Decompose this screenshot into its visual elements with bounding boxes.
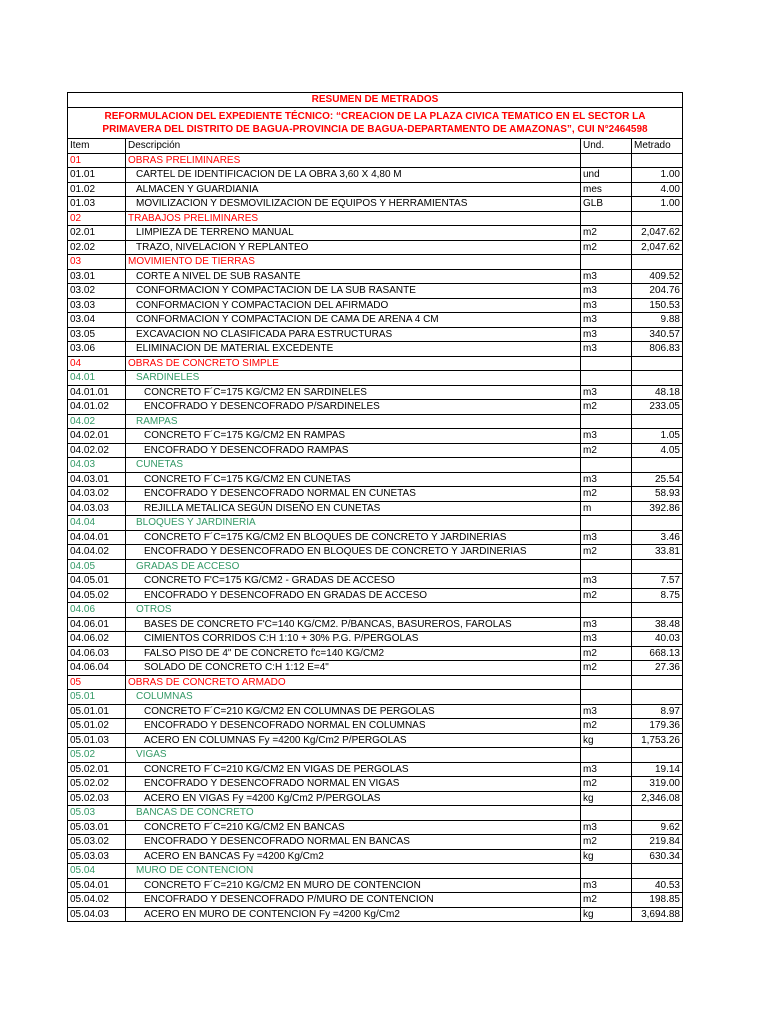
- cell-item: 02: [68, 211, 126, 226]
- table-row: [68, 574, 683, 589]
- section-row: [68, 356, 683, 371]
- cell-description: ENCOFRADO Y DESENCOFRADO P/SARDINELES: [126, 400, 581, 415]
- cell-item: 01: [68, 153, 126, 168]
- cell-item: 03: [68, 255, 126, 270]
- cell-item: 05.04.03: [68, 907, 126, 922]
- cell-unit: m3: [581, 530, 632, 545]
- cell-unit: m3: [581, 820, 632, 835]
- cell-description: OBRAS DE CONCRETO ARMADO: [126, 675, 581, 690]
- cell-item: 04.01.01: [68, 385, 126, 400]
- cell-item: 04.06.04: [68, 661, 126, 676]
- cell-unit: m2: [581, 545, 632, 560]
- table-row: [68, 545, 683, 560]
- cell-item: 05.02.01: [68, 762, 126, 777]
- cell-metrado: 9.88: [632, 313, 683, 328]
- cell-item: 04.04.02: [68, 545, 126, 560]
- cell-description: ALMACEN Y GUARDIANIA: [126, 182, 581, 197]
- table-row: [68, 893, 683, 908]
- document-subtitle: REFORMULACION DEL EXPEDIENTE TÉCNICO: “CREACION DE LA PLAZA CIVICA TEMATICO EN EL SECTOR LA PRIMAVERA DEL DISTRITO DE BAGUA-PROVINCIA DE BAGUA-DEPARTAMENTO DE AMAZONAS”, CUI N°2464598: [68, 108, 683, 139]
- cell-metrado: 340.57: [632, 327, 683, 342]
- cell-description: TRABAJOS PRELIMINARES: [126, 211, 581, 226]
- cell-item: 04.06.02: [68, 632, 126, 647]
- cell-unit: m3: [581, 327, 632, 342]
- cell-unit: m3: [581, 429, 632, 444]
- cell-description: ACERO EN MURO DE CONTENCION Fy =4200 Kg/Cm2: [126, 907, 581, 922]
- cell-unit: [581, 211, 632, 226]
- cell-metrado: 392.86: [632, 501, 683, 516]
- cell-description: CONCRETO F´C=175 KG/CM2 EN RAMPAS: [126, 429, 581, 444]
- table-row: [68, 240, 683, 255]
- table-row: [68, 168, 683, 183]
- cell-item: 05.03.01: [68, 820, 126, 835]
- cell-metrado: 1.05: [632, 429, 683, 444]
- cell-item: 03.02: [68, 284, 126, 299]
- table-row: [68, 487, 683, 502]
- cell-item: 04.06.03: [68, 646, 126, 661]
- cell-description: ELIMINACION DE MATERIAL EXCEDENTE: [126, 342, 581, 357]
- table-row: [68, 298, 683, 313]
- cell-description: ENCOFRADO Y DESENCOFRADO P/MURO DE CONTENCION: [126, 893, 581, 908]
- table-row: [68, 835, 683, 850]
- cell-unit: [581, 806, 632, 821]
- cell-unit: m3: [581, 472, 632, 487]
- cell-metrado: 204.76: [632, 284, 683, 299]
- cell-item: 05.01.03: [68, 733, 126, 748]
- cell-item: 04.04.01: [68, 530, 126, 545]
- table-row: [68, 443, 683, 458]
- cell-unit: m3: [581, 284, 632, 299]
- cell-description: CONCRETO F´C=210 KG/CM2 EN BANCAS: [126, 820, 581, 835]
- subsection-row: [68, 748, 683, 763]
- cell-metrado: 2,047.62: [632, 226, 683, 241]
- table-row: [68, 617, 683, 632]
- cell-unit: m2: [581, 777, 632, 792]
- cell-item: 05.02: [68, 748, 126, 763]
- cell-unit: m2: [581, 719, 632, 734]
- cell-description: CIMIENTOS CORRIDOS C:H 1:10 + 30% P.G. P/PERGOLAS: [126, 632, 581, 647]
- subsection-row: [68, 516, 683, 531]
- cell-item: 03.05: [68, 327, 126, 342]
- cell-unit: m2: [581, 588, 632, 603]
- document-page: [67, 92, 682, 922]
- cell-metrado: 2,346.08: [632, 791, 683, 806]
- cell-unit: m2: [581, 487, 632, 502]
- cell-metrado: [632, 414, 683, 429]
- cell-metrado: 233.05: [632, 400, 683, 415]
- cell-metrado: 1,753.26: [632, 733, 683, 748]
- cell-unit: m: [581, 501, 632, 516]
- cell-item: 05.04.01: [68, 878, 126, 893]
- table-row: [68, 791, 683, 806]
- table-row: [68, 501, 683, 516]
- cell-item: 04.05.02: [68, 588, 126, 603]
- cell-description: CONFORMACION Y COMPACTACION DEL AFIRMADO: [126, 298, 581, 313]
- cell-description: MOVIMIENTO DE TIERRAS: [126, 255, 581, 270]
- cell-item: 05.04: [68, 864, 126, 879]
- header-item: Item: [68, 139, 126, 154]
- subsection-row: [68, 864, 683, 879]
- cell-description: FALSO PISO DE 4" DE CONCRETO f'c=140 KG/CM2: [126, 646, 581, 661]
- table-row: [68, 878, 683, 893]
- cell-unit: m2: [581, 835, 632, 850]
- cell-metrado: 4.00: [632, 182, 683, 197]
- cell-item: 04.06: [68, 603, 126, 618]
- table-row: [68, 269, 683, 284]
- table-row: [68, 762, 683, 777]
- cell-item: 05.01: [68, 690, 126, 705]
- cell-description: SARDINELES: [126, 371, 581, 386]
- cell-unit: [581, 414, 632, 429]
- cell-unit: m3: [581, 632, 632, 647]
- cell-unit: mes: [581, 182, 632, 197]
- cell-metrado: 38.48: [632, 617, 683, 632]
- table-row: [68, 313, 683, 328]
- cell-metrado: [632, 211, 683, 226]
- cell-unit: m3: [581, 574, 632, 589]
- cell-unit: [581, 864, 632, 879]
- cell-unit: m3: [581, 298, 632, 313]
- cell-item: 03.06: [68, 342, 126, 357]
- cell-unit: [581, 516, 632, 531]
- cell-item: 04.03.03: [68, 501, 126, 516]
- cell-item: 04.01.02: [68, 400, 126, 415]
- cell-metrado: 179.36: [632, 719, 683, 734]
- cell-description: BANCAS DE CONCRETO: [126, 806, 581, 821]
- cell-item: 04.03.02: [68, 487, 126, 502]
- cell-description: OBRAS PRELIMINARES: [126, 153, 581, 168]
- cell-description: ACERO EN VIGAS Fy =4200 Kg/Cm2 P/PERGOLAS: [126, 791, 581, 806]
- cell-metrado: 33.81: [632, 545, 683, 560]
- subsection-row: [68, 806, 683, 821]
- cell-item: 04.04: [68, 516, 126, 531]
- title-row: [68, 93, 683, 108]
- cell-description: ENCOFRADO Y DESENCOFRADO NORMAL EN VIGAS: [126, 777, 581, 792]
- cell-metrado: 3,694.88: [632, 907, 683, 922]
- cell-description: MURO DE CONTENCION: [126, 864, 581, 879]
- cell-description: CONCRETO F'C=175 KG/CM2 - GRADAS DE ACCESO: [126, 574, 581, 589]
- cell-description: BLOQUES Y JARDINERIA: [126, 516, 581, 531]
- cell-description: ENCOFRADO Y DESENCOFRADO EN BLOQUES DE CONCRETO Y JARDINERIAS: [126, 545, 581, 560]
- header-unit: Und.: [581, 139, 632, 154]
- cell-item: 05.01.01: [68, 704, 126, 719]
- cell-unit: [581, 748, 632, 763]
- cell-unit: m3: [581, 878, 632, 893]
- cell-unit: [581, 458, 632, 473]
- cell-unit: kg: [581, 849, 632, 864]
- cell-item: 03.01: [68, 269, 126, 284]
- cell-metrado: 319.00: [632, 777, 683, 792]
- cell-item: 02.01: [68, 226, 126, 241]
- cell-item: 04.02.01: [68, 429, 126, 444]
- cell-metrado: [632, 255, 683, 270]
- cell-unit: und: [581, 168, 632, 183]
- cell-metrado: 27.36: [632, 661, 683, 676]
- section-row: [68, 255, 683, 270]
- cell-unit: m2: [581, 443, 632, 458]
- cell-item: 01.01: [68, 168, 126, 183]
- table-row: [68, 646, 683, 661]
- cell-description: VIGAS: [126, 748, 581, 763]
- cell-metrado: [632, 458, 683, 473]
- cell-metrado: [632, 603, 683, 618]
- cell-description: EXCAVACION NO CLASIFICADA PARA ESTRUCTURAS: [126, 327, 581, 342]
- cell-description: ENCOFRADO Y DESENCOFRADO EN GRADAS DE ACCESO: [126, 588, 581, 603]
- table-row: [68, 327, 683, 342]
- cell-unit: m3: [581, 313, 632, 328]
- cell-unit: m2: [581, 240, 632, 255]
- cell-metrado: 2,047.62: [632, 240, 683, 255]
- cell-item: 04.02: [68, 414, 126, 429]
- table-row: [68, 226, 683, 241]
- cell-metrado: 4.05: [632, 443, 683, 458]
- cell-description: ENCOFRADO Y DESENCOFRADO NORMAL EN COLUMNAS: [126, 719, 581, 734]
- cell-metrado: 668.13: [632, 646, 683, 661]
- cell-item: 05.03.02: [68, 835, 126, 850]
- cell-unit: m3: [581, 617, 632, 632]
- cell-unit: m2: [581, 400, 632, 415]
- section-row: [68, 675, 683, 690]
- cell-metrado: 1.00: [632, 197, 683, 212]
- cell-description: ENCOFRADO Y DESENCOFRADO NORMAL EN CUNETAS: [126, 487, 581, 502]
- cell-item: 01.03: [68, 197, 126, 212]
- cell-item: 03.03: [68, 298, 126, 313]
- cell-item: 05.03: [68, 806, 126, 821]
- table-row: [68, 400, 683, 415]
- cell-metrado: 58.93: [632, 487, 683, 502]
- cell-description: ACERO EN COLUMNAS Fy =4200 Kg/Cm2 P/PERGOLAS: [126, 733, 581, 748]
- subsection-row: [68, 414, 683, 429]
- table-row: [68, 530, 683, 545]
- table-row: [68, 197, 683, 212]
- cell-description: OTROS: [126, 603, 581, 618]
- cell-metrado: 9.62: [632, 820, 683, 835]
- cell-item: 05.02.02: [68, 777, 126, 792]
- cell-unit: m2: [581, 646, 632, 661]
- table-row: [68, 820, 683, 835]
- cell-metrado: 806.83: [632, 342, 683, 357]
- table-row: [68, 284, 683, 299]
- cell-metrado: 198.85: [632, 893, 683, 908]
- cell-metrado: [632, 516, 683, 531]
- cell-metrado: 25.54: [632, 472, 683, 487]
- cell-unit: m3: [581, 269, 632, 284]
- table-row: [68, 429, 683, 444]
- cell-item: 05.04.02: [68, 893, 126, 908]
- cell-item: 04.05: [68, 559, 126, 574]
- cell-item: 05.03.03: [68, 849, 126, 864]
- table-row: [68, 661, 683, 676]
- table-row: [68, 777, 683, 792]
- cell-unit: [581, 371, 632, 386]
- cell-metrado: 19.14: [632, 762, 683, 777]
- cell-description: CORTE A NIVEL DE SUB RASANTE: [126, 269, 581, 284]
- cell-metrado: 40.03: [632, 632, 683, 647]
- cell-description: RAMPAS: [126, 414, 581, 429]
- cell-description: ENCOFRADO Y DESENCOFRADO NORMAL EN BANCAS: [126, 835, 581, 850]
- cell-description: CONCRETO F´C=210 KG/CM2 EN MURO DE CONTENCION: [126, 878, 581, 893]
- cell-unit: [581, 255, 632, 270]
- cell-description: REJILLA METALICA SEGÚN DISEÑO EN CUNETAS: [126, 501, 581, 516]
- cell-description: LIMPIEZA DE TERRENO MANUAL: [126, 226, 581, 241]
- cell-metrado: 409.52: [632, 269, 683, 284]
- cell-description: ACERO EN BANCAS Fy =4200 Kg/Cm2: [126, 849, 581, 864]
- cell-metrado: [632, 748, 683, 763]
- cell-item: 04.02.02: [68, 443, 126, 458]
- cell-description: TRAZO, NIVELACION Y REPLANTEO: [126, 240, 581, 255]
- subsection-row: [68, 371, 683, 386]
- cell-description: CONCRETO F´C=210 KG/CM2 EN VIGAS DE PERGOLAS: [126, 762, 581, 777]
- cell-description: CONCRETO F´C=175 KG/CM2 EN CUNETAS: [126, 472, 581, 487]
- cell-metrado: [632, 559, 683, 574]
- cell-unit: [581, 690, 632, 705]
- cell-unit: [581, 559, 632, 574]
- cell-item: 04: [68, 356, 126, 371]
- table-row: [68, 733, 683, 748]
- document-title: RESUMEN DE METRADOS: [68, 93, 683, 108]
- cell-unit: kg: [581, 907, 632, 922]
- cell-item: 04.01: [68, 371, 126, 386]
- cell-item: 02.02: [68, 240, 126, 255]
- cell-description: BASES DE CONCRETO F'C=140 KG/CM2. P/BANCAS, BASUREROS, FAROLAS: [126, 617, 581, 632]
- cell-unit: m2: [581, 226, 632, 241]
- section-row: [68, 211, 683, 226]
- cell-item: 05.01.02: [68, 719, 126, 734]
- table-row: [68, 704, 683, 719]
- cell-metrado: 7.57: [632, 574, 683, 589]
- cell-unit: m3: [581, 385, 632, 400]
- cell-description: COLUMNAS: [126, 690, 581, 705]
- subtitle-row: [68, 108, 683, 139]
- cell-metrado: 3.46: [632, 530, 683, 545]
- cell-item: 04.06.01: [68, 617, 126, 632]
- subsection-row: [68, 458, 683, 473]
- cell-description: GRADAS DE ACCESO: [126, 559, 581, 574]
- header-metrado: Metrado: [632, 139, 683, 154]
- table-row: [68, 472, 683, 487]
- cell-metrado: [632, 864, 683, 879]
- table-row: [68, 385, 683, 400]
- header-description: Descripción: [126, 139, 581, 154]
- cell-unit: m3: [581, 704, 632, 719]
- cell-metrado: 40.53: [632, 878, 683, 893]
- cell-description: OBRAS DE CONCRETO SIMPLE: [126, 356, 581, 371]
- table-row: [68, 588, 683, 603]
- cell-description: SOLADO DE CONCRETO C:H 1:12 E=4": [126, 661, 581, 676]
- cell-unit: GLB: [581, 197, 632, 212]
- cell-metrado: 1.00: [632, 168, 683, 183]
- cell-item: 04.03: [68, 458, 126, 473]
- metrados-table: [67, 92, 683, 922]
- cell-metrado: 219.84: [632, 835, 683, 850]
- cell-description: CARTEL DE IDENTIFICACION DE LA OBRA 3,60 X 4,80 M: [126, 168, 581, 183]
- cell-item: 05.02.03: [68, 791, 126, 806]
- cell-unit: m2: [581, 893, 632, 908]
- cell-metrado: [632, 690, 683, 705]
- cell-unit: [581, 603, 632, 618]
- cell-description: MOVILIZACION Y DESMOVILIZACION DE EQUIPOS Y HERRAMIENTAS: [126, 197, 581, 212]
- cell-unit: m3: [581, 762, 632, 777]
- cell-item: 04.03.01: [68, 472, 126, 487]
- section-row: [68, 153, 683, 168]
- cell-description: CONCRETO F´C=175 KG/CM2 EN BLOQUES DE CONCRETO Y JARDINERIAS: [126, 530, 581, 545]
- cell-item: 01.02: [68, 182, 126, 197]
- cell-unit: kg: [581, 733, 632, 748]
- cell-item: 05: [68, 675, 126, 690]
- cell-description: CUNETAS: [126, 458, 581, 473]
- table-row: [68, 907, 683, 922]
- header-row: [68, 139, 683, 154]
- cell-metrado: 630.34: [632, 849, 683, 864]
- cell-unit: [581, 356, 632, 371]
- table-row: [68, 342, 683, 357]
- cell-metrado: 150.53: [632, 298, 683, 313]
- subsection-row: [68, 603, 683, 618]
- table-row: [68, 182, 683, 197]
- cell-unit: kg: [581, 791, 632, 806]
- cell-metrado: [632, 371, 683, 386]
- cell-description: CONCRETO F´C=175 KG/CM2 EN SARDINELES: [126, 385, 581, 400]
- cell-metrado: 8.97: [632, 704, 683, 719]
- cell-item: 03.04: [68, 313, 126, 328]
- cell-description: CONFORMACION Y COMPACTACION DE LA SUB RASANTE: [126, 284, 581, 299]
- table-row: [68, 719, 683, 734]
- cell-unit: m3: [581, 342, 632, 357]
- cell-unit: m2: [581, 661, 632, 676]
- cell-description: ENCOFRADO Y DESENCOFRADO RAMPAS: [126, 443, 581, 458]
- cell-metrado: 8.75: [632, 588, 683, 603]
- subsection-row: [68, 690, 683, 705]
- cell-metrado: [632, 356, 683, 371]
- cell-description: CONFORMACION Y COMPACTACION DE CAMA DE ARENA 4 CM: [126, 313, 581, 328]
- cell-metrado: [632, 806, 683, 821]
- cell-description: CONCRETO F´C=210 KG/CM2 EN COLUMNAS DE PERGOLAS: [126, 704, 581, 719]
- subsection-row: [68, 559, 683, 574]
- cell-metrado: [632, 675, 683, 690]
- cell-unit: [581, 153, 632, 168]
- cell-metrado: [632, 153, 683, 168]
- cell-metrado: 48.18: [632, 385, 683, 400]
- table-row: [68, 849, 683, 864]
- cell-item: 04.05.01: [68, 574, 126, 589]
- cell-unit: [581, 675, 632, 690]
- table-row: [68, 632, 683, 647]
